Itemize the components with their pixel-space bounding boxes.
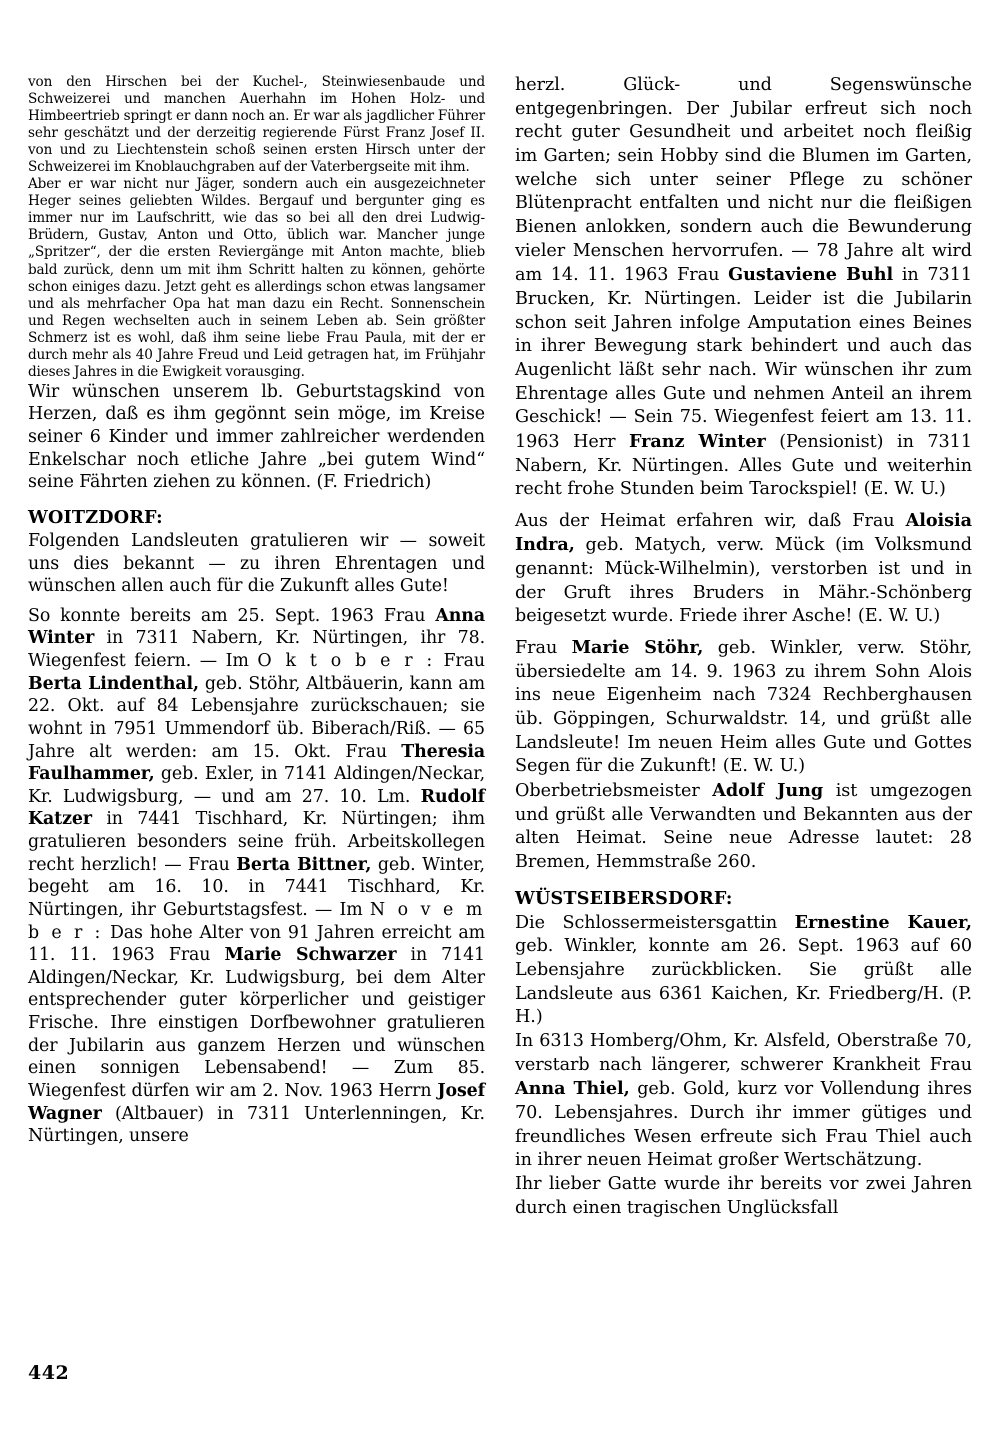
text-segment: Das hohe Alter von 91 Jahren erreicht am 11. 11. 1963 Frau [28, 922, 485, 966]
text-segment: geb. Winkler, konnte am 26. Sept. 1963 auf 60 Lebensjahre zurückblicken. Sie grüßt alle Landsleute aus 6361 Kaichen, Kr. Friedberg/H. (P. H.) [515, 936, 972, 1028]
person-name-josef-wagner: Josef Wagner [28, 1080, 485, 1124]
person-name-anna-thiel: Anna Thiel, [515, 1078, 630, 1100]
person-name-berta-bittner: Berta Bittner, [236, 854, 372, 875]
text-segment: Die Schlossermeistersgattin [515, 912, 795, 933]
text-segment: In 6313 Homberg/Ohm, Kr. Alsfeld, Oberstraße 70, verstarb nach längerer, schwerer Krankheit Frau [515, 1030, 972, 1075]
text-segment: herzl. Glück- und Segenswünsche entgegenbringen. Der Jubilar erfreut sich noch recht guter Gesundheit und arbeitet noch fleißig im Garten; sein Hobby sind die Blumen im Garten, welche sich unter seiner Pflege zu schöner Blütenpracht entfalten und nicht nur die fleißigen Bienen anlokken, sondern auch die Bewunderung vieler Menschen hervorrufen. — 78 Jahre alt wird am 14. 11. 1963 Frau [515, 75, 972, 286]
text-segment: in 7311 Nabern, Kr. Nürtingen, ihr 78. Wiegenfest feiern. — Im [28, 628, 485, 672]
text-segment: (Pensionist) in 7311 Nabern, Kr. Nürtingen. Alles Gute und weiterhin recht frohe Stunden beim Tarockspiel! (E. W. U.) [515, 431, 972, 500]
text-segment: in 7141 Aldingen/Neckar, Kr. Ludwigsburg, bei dem Alter entsprechender guter körperlicher und geistiger Frische. Ihre einstigen Dorfbewohner gratulieren der Jubilarin aus ganzem Herzen und wünschen einen sonnigen Lebensabend! — Zum 85. Wiegenfest dürfen wir am 2. Nov. 1963 Herrn [28, 945, 486, 1101]
two-column-layout [28, 74, 972, 1220]
text-segment: Oberbetriebsmeister [515, 781, 713, 802]
text-segment: geb. Matych, verw. Mück (im Volksmund genannt: Mück-Wilhelmin), verstorben ist und in der Gruft ihres Bruders in Mähr.-Schönberg beigesetzt wurde. Friede ihrer Asche! (E. W. U.) [515, 535, 972, 627]
paragraph-dense-2: Aber er war nicht nur Jäger, sondern auch ein ausgezeichneter Heger seines geliebten Wildes. Bergauf und bergunter ging es immer nur im Laufschritt, wie das so bei all den drei Ludwig-Brüdern, Gustav, Anton und Otto, üblich war. Mancher junge „Spritzer“, der die ersten Reviergänge mit Anton machte, blieb bald zurück, denn um mit ihm Schritt halten zu können, gehörte schon einiges dazu. Jetzt geht es allerdings schon etwas langsamer und als mehrfacher Opa hat man dazu ein Recht. Sonnenschein und Regen wechselten auch in seinem Leben ab. Sein größter Schmerz ist es wohl, daß ihm seine liebe Frau Paula, mit der er durch mehr als 40 Jahre Freud und Leid getragen hat, im Frühjahr dieses Jahres in die Ewigkeit vorausging. [28, 176, 485, 380]
text-segment: in 7441 Tischhard, Kr. Nürtingen; ihm gratulieren besonders seine früh. Arbeitskollegen recht herzlich! — Frau [28, 809, 485, 875]
paragraph-right-2 [515, 509, 972, 629]
paragraph-birthdays [28, 605, 485, 1148]
person-name-berta-lindenthal: Berta Lindenthal, [28, 673, 199, 694]
text-segment: geb. Winter, begeht am 16. 10. in 7441 Tischhard, Kr. Nürtingen, ihr Geburtstagsfest. — Im [28, 854, 485, 920]
text-segment: geb. Gold, kurz vor Vollendung ihres 70. Lebensjahres. Durch ihr immer gütiges und freundliches Wesen erfreute sich Frau Thiel auch in ihrer neuen Heimat großer Wertschätzung. [515, 1079, 972, 1171]
text-segment: in 7311 Brucken, Kr. Nürtingen. Leider ist die Jubilarin schon seit Jahren infolge Amputation eines Beines in ihrer Bewegung stark behindert und auch das Augenlicht läßt sehr nach. Wir wünschen ihr zum Ehrentage alles Gute und nehmen Anteil an ihrem Geschick! — Sein 75. Wiegenfest feiert am 13. 11. 1963 Herr [515, 265, 972, 452]
paragraph-right-1 [515, 74, 972, 502]
right-column [515, 74, 972, 1220]
person-name-aloisia-indra: Aloisia Indra, [515, 509, 972, 556]
paragraph-right-7: Ihr lieber Gatte wurde ihr bereits vor zwei Jahren durch einen tragischen Unglücksfall [515, 1173, 972, 1218]
paragraph-dense-1: von den Hirschen bei der Kuchel-, Steinwiesenbaude und Schweizerei und manchen Auerhahn im Hohen Holz- und Himbeertrieb springt er dann noch an. Er war als jagdlicher Führer sehr geschätzt und der derzeitig regierende Fürst Franz Josef II. von und zu Liechtenstein schoß seinen ersten Hirsch unter der Schweizerei im Knoblauchgraben auf der Vaterbergseite mit ihm. [28, 74, 485, 176]
text-segment: So konnte bereits am 25. Sept. 1963 Frau [28, 605, 436, 626]
paragraph-right-3 [515, 636, 972, 779]
person-name-gustaviene-buhl: Gustaviene Buhl [728, 264, 894, 286]
paragraph-right-4 [515, 779, 972, 875]
text-segment: (Altbauer) in 7311 Unterlenningen, Kr. Nürtingen, unsere [28, 1103, 485, 1147]
text-segment: geb. Winkler, verw. Stöhr, übersiedelte am 14. 9. 1963 zu ihrem Sohn Alois ins neue Eigenheim nach 7324 Rechberghausen üb. Göppingen, Schurwaldstr. 14, und grüßt alle Landsleute! Im neuen Heim alles Gute und Gottes Segen für die Zukunft! (E. W. U.) [515, 638, 972, 777]
person-name-marie-schwarzer: Marie Schwarzer [224, 945, 397, 966]
person-name-rudolf-katzer: Rudolf Katzer [28, 786, 485, 830]
person-name-marie-stoehr: Marie Stöhr, [571, 637, 704, 659]
month-label-october: O k t o b e r : [257, 651, 435, 672]
paragraph-intro: Folgenden Landsleuten gratulieren wir — soweit uns dies bekannt — zu ihren Ehrentagen und wünschen allen auch für die Zukunft alles Gute! [28, 530, 485, 597]
paragraph-right-6 [515, 1030, 972, 1173]
person-name-theresia-faulhammer: Theresia Faulhammer, [28, 741, 485, 785]
text-segment: ist umgezogen und grüßt alle Verwandten und Bekannten aus der alten Heimat. Seine neue Adresse lautet: 28 Bremen, Hemmstraße 260. [515, 781, 972, 872]
paragraph-right-5 [515, 911, 972, 1030]
text-segment: Frau [434, 651, 485, 672]
person-name-ernestine-kauer: Ernestine Kauer, [794, 911, 972, 933]
text-segment: geb. Exler, in 7141 Aldingen/Neckar, Kr. Ludwigsburg, — und am 27. 10. Lm. [28, 764, 485, 807]
text-segment: geb. Stöhr, Altbäuerin, kann am 22. Okt. auf 84 Lebensjahre zurückschauen; sie wohnt in 7951 Ummendorf üb. Biberach/Riß. — 65 Jahre alt werden: am 15. Okt. Frau [28, 673, 485, 762]
text-segment: Frau [515, 638, 572, 659]
person-name-anna-winter: Anna Winter [28, 605, 485, 649]
text-segment: Aus der Heimat erfahren wir, daß Frau [515, 510, 906, 531]
person-name-adolf-jung: Adolf Jung [712, 780, 824, 802]
month-label-november: N o v e m b e r : [28, 899, 485, 943]
left-column [28, 74, 485, 1220]
person-name-franz-winter: Franz Winter [629, 430, 766, 452]
section-heading-woitzdorf: WOITZDORF: [28, 506, 163, 528]
paragraph-birthday-wish: Wir wünschen unserem lb. Geburtstagskind von Herzen, daß es ihm gegönnt sein möge, im Kreise seiner 6 Kinder und immer zahlreicher werdenden Enkelschar noch etliche Jahre „bei gutem Wind“ seine Fährten ziehen zu können. (F. Friedrich) [28, 381, 485, 493]
section-heading-wuestseibersdorf: WÜSTSEIBERSDORF: [515, 887, 733, 909]
page-number: 442 [28, 1362, 70, 1384]
